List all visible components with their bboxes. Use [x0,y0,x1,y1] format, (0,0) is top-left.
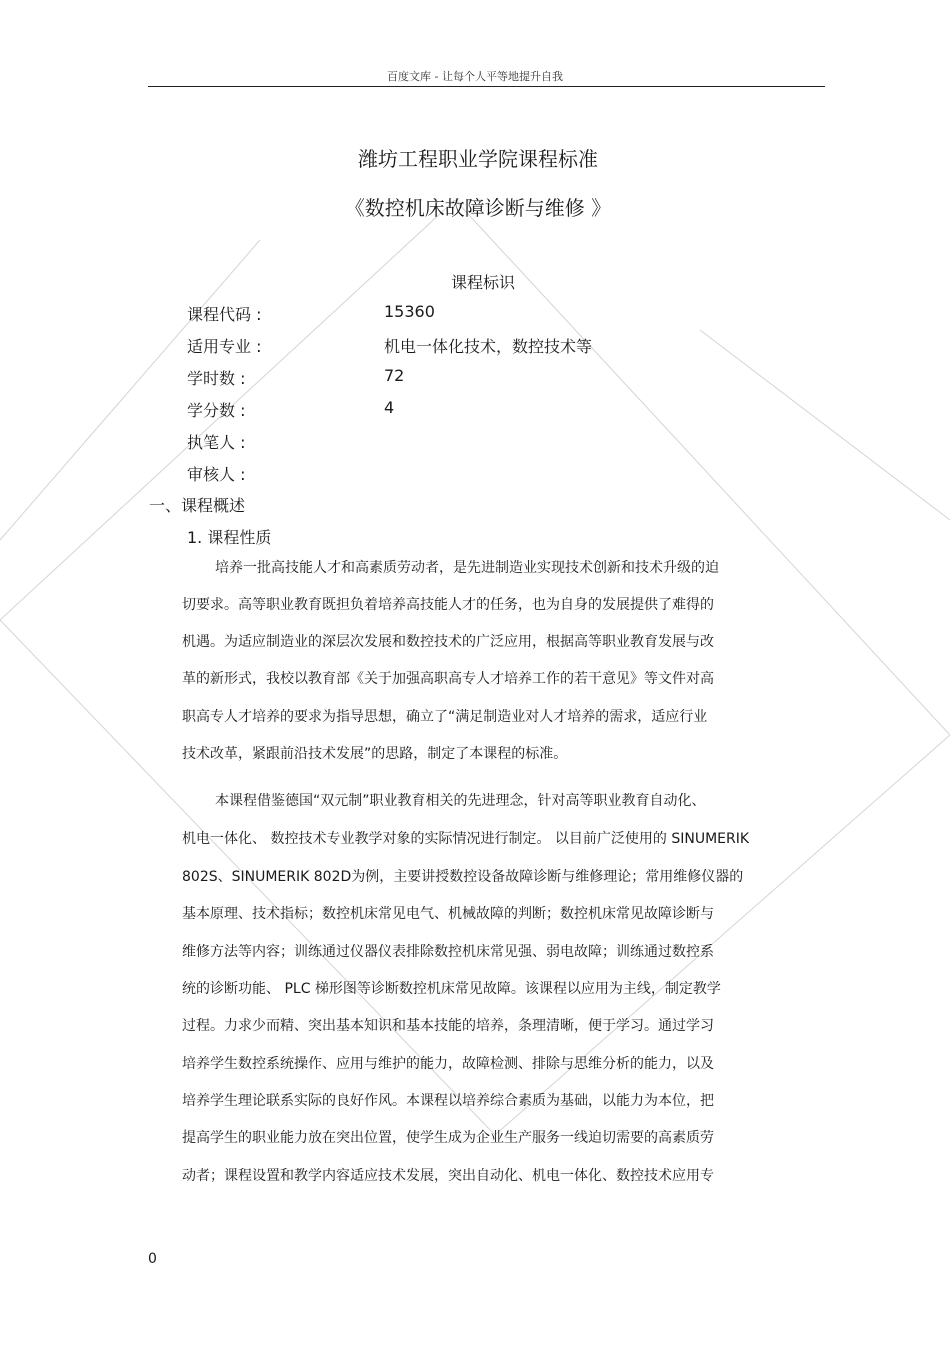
major-label: 适用专业 : [187,337,262,356]
paragraph-line: 培养学生理论联系实际的良好作风。本课程以培养综合素质为基础，以能力为本位，把 [182,1093,714,1109]
reviewer-label: 审核人 : [187,465,246,484]
page-header-text: 百度文库 - 让每个人平等地提升自我 [387,70,563,83]
header-divider [148,86,825,87]
course-code-value: 15360 [384,302,435,321]
paragraph-line: 机遇。为适应制造业的深层次发展和数控技术的广泛应用，根据高等职业教育发展与改 [182,634,714,650]
paragraph-line: 培养一批高技能人才和高素质劳动者，是先进制造业实现技术创新和技术升级的迫 [215,560,719,576]
paragraph-line: 过程。力求少而精、突出基本知识和基本技能的培养，条理清晰，便于学习。通过学习 [182,1018,714,1034]
hours-label: 学时数 : [187,369,246,388]
hours-value: 72 [384,366,405,385]
paragraph-line: 维修方法等内容；训练通过仪器仪表排除数控机床常见强、弱电故障；训练通过数控系 [182,944,714,960]
section-heading: 一、课程概述 [149,496,246,515]
paragraph-line: 切要求。高等职业教育既担负着培养高技能人才的任务，也为自身的发展提供了难得的 [182,597,714,613]
paragraph-line: 统的诊断功能、 PLC 梯形图等诊断数控机床常见故障。该课程以应用为主线，制定教学 [182,981,721,997]
page-number: 0 [148,1251,157,1267]
paragraph-line: 革的新形式，我校以教育部《关于加强高职高专人才培养工作的若干意见》等文件对高 [182,671,714,687]
paragraph-line: 职高专人才培养的要求为指导思想，确立了“满足制造业对人才培养的需求，适应行业 [182,709,708,725]
subsection-heading: 1. 课程性质 [187,528,272,547]
paragraph-line: 机电一体化、 数控技术专业教学对象的实际情况进行制定。 以目前广泛使用的 SINUMERIK [182,831,750,847]
paragraph-line: 本课程借鉴德国“双元制”职业教育相关的先进理念，针对高等职业教育自动化、 [215,793,706,809]
course-info-heading: 课程标识 [450,273,515,292]
credits-label: 学分数 : [187,401,246,420]
paragraph-line: 培养学生数控系统操作、应用与维护的能力，故障检测、排除与思维分析的能力，以及 [182,1056,714,1072]
document-title: 潍坊工程职业学院课程标准 [358,147,598,171]
author-label: 执笔人 : [187,433,246,452]
paragraph-line: 802S、SINUMERIK 802D为例，主要讲授数控设备故障诊断与维修理论；常用维修仪器的 [182,869,744,885]
paragraph-line: 基本原理、技术指标；数控机床常见电气、机械故障的判断；数控机床常见故障诊断与 [182,906,714,922]
course-title: 《数控机床故障诊断与维修 》 [344,196,612,220]
paragraph-line: 提高学生的职业能力放在突出位置，使学生成为企业生产服务一线迫切需要的高素质劳 [182,1130,714,1146]
credits-value: 4 [384,398,395,417]
major-value: 机电一体化技术，数控技术等 [384,337,593,356]
course-code-label: 课程代码 : [187,305,262,324]
paragraph-line: 动者；课程设置和教学内容适应技术发展，突出自动化、机电一体化、数控技术应用专 [182,1168,714,1184]
paragraph-line: 技术改革，紧跟前沿技术发展”的思路，制定了本课程的标准。 [182,746,568,762]
